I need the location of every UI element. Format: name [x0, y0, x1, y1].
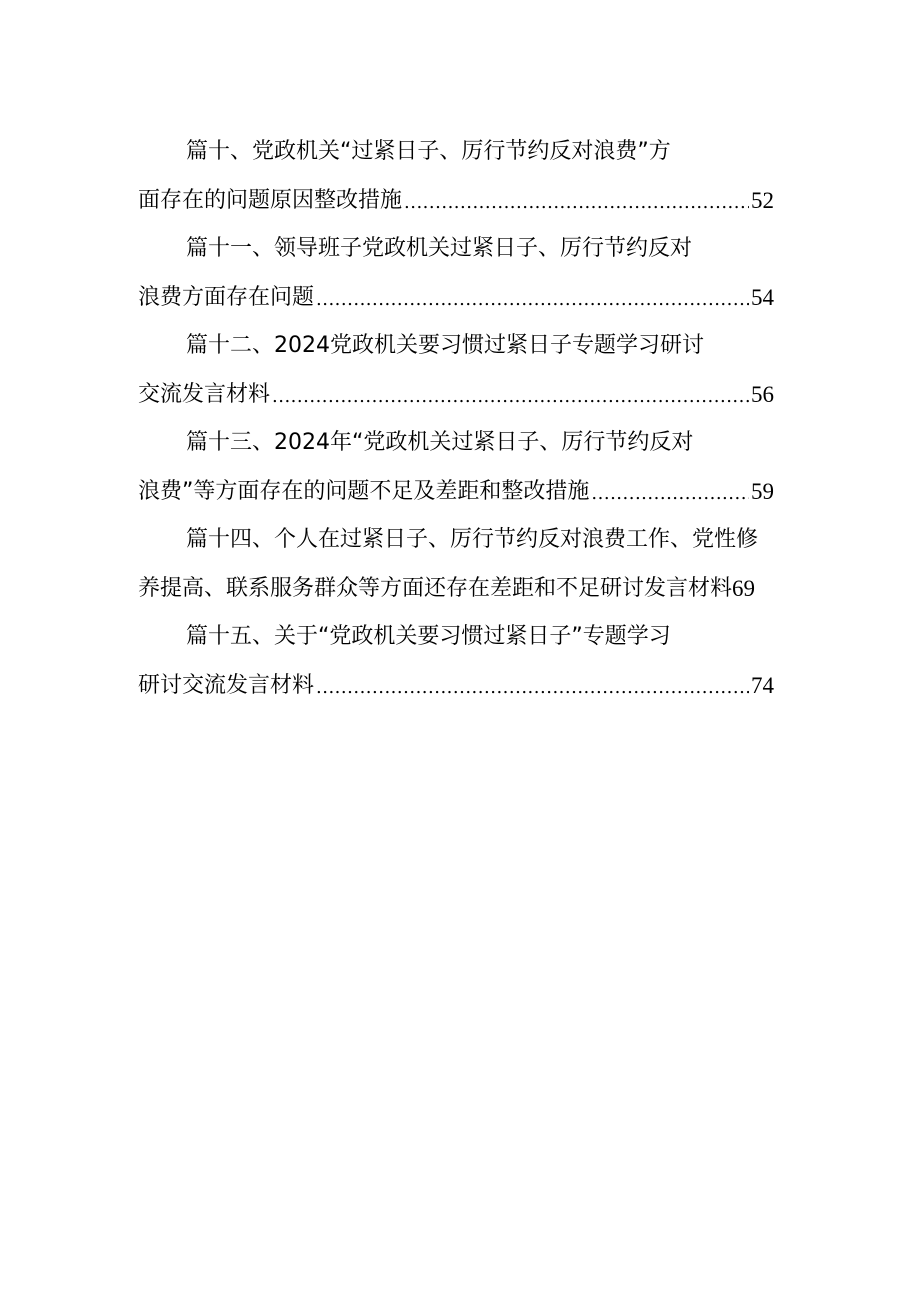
- toc-entry-title-line2-row: [138, 371, 774, 420]
- toc-entry-title-line2: 交流发言材料: [138, 381, 271, 407]
- toc-entry[interactable]: [138, 516, 790, 613]
- toc-page-number: 52: [751, 187, 774, 213]
- toc-entry-title-line2-row: [138, 662, 774, 711]
- toc-entry[interactable]: [138, 419, 790, 516]
- toc-entry-title-line1: 篇十一、领导班子党政机关过紧日子、厉行节约反对: [186, 236, 693, 262]
- dot-leader: [316, 286, 749, 314]
- dot-leader: [272, 383, 749, 411]
- toc-entry[interactable]: [138, 322, 790, 419]
- toc-page-number: 59: [751, 478, 774, 504]
- dot-leader: [404, 189, 749, 217]
- toc-entry-title-line1: 篇十三、2024年“党政机关过紧日子、厉行节约反对: [186, 430, 694, 456]
- toc-entry-title-line1: 篇十四、个人在过紧日子、厉行节约反对浪费工作、党性修: [186, 527, 759, 553]
- dot-leader: [316, 674, 749, 702]
- toc-entry-title-line2: 浪费方面存在问题: [138, 284, 315, 310]
- toc-entry-title-line2-row: [138, 468, 774, 517]
- toc-entry-title-line1: 篇十、党政机关“过紧日子、厉行节约反对浪费”方: [186, 139, 671, 165]
- toc-entry[interactable]: [138, 128, 790, 225]
- toc-entry-title-line2-row: [138, 565, 774, 614]
- toc-page-number: 74: [751, 672, 774, 698]
- toc-entry-title-line2: 面存在的问题原因整改措施: [138, 187, 403, 213]
- toc-entry-title-line2: 浪费”等方面存在的问题不足及差距和整改措施: [138, 478, 590, 504]
- toc-entry-title-line2: 养提高、联系服务群众等方面还存在差距和不足研讨发言材料: [138, 575, 733, 601]
- toc-entry[interactable]: [138, 613, 790, 710]
- toc-entry-title-line2-row: [138, 274, 774, 323]
- toc-entry[interactable]: [138, 225, 790, 322]
- toc-page-number: 54: [751, 284, 774, 310]
- toc-page-number: 56: [751, 381, 774, 407]
- dot-leader: [591, 480, 749, 508]
- toc-page-number: 69: [732, 575, 756, 601]
- toc-entry-title-line2: 研讨交流发言材料: [138, 672, 315, 698]
- toc-entry-title-line1: 篇十二、2024党政机关要习惯过紧日子专题学习研讨: [186, 333, 704, 359]
- toc-entry-title-line2-row: [138, 177, 774, 226]
- table-of-contents: [138, 128, 790, 710]
- toc-entry-title-line1: 篇十五、关于“党政机关要习惯过紧日子”专题学习: [186, 624, 671, 650]
